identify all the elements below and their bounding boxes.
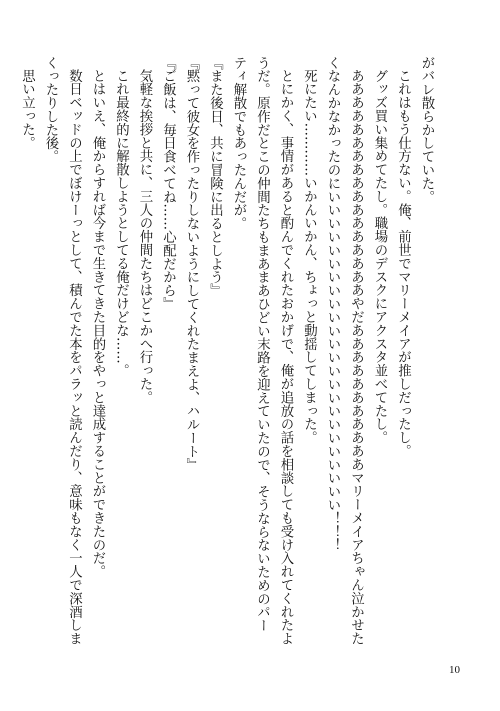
- text-line: くなんかなかったのにいいいいいいいいいいいいいいいいいいいいいいいい！！！: [325, 56, 340, 552]
- text-line: ティ解散でもあったんだが。: [231, 56, 246, 231]
- text-line: 思い立った。: [19, 69, 35, 150]
- text-line: うだ。原作だとこの仲間たちもまあまあひどい末路を迎えていたので、そうならないためのパー: [254, 56, 270, 633]
- text-line: くったりした後。: [43, 56, 58, 164]
- text-line: これ最終的に解散しようとしてる俺だけどな……。: [113, 69, 129, 378]
- text-line: 数日ベッドの上でぼけーっとして、積んでた本をパラッと読んだり、意味もなく一人で深酒しま: [66, 69, 82, 646]
- page-number: 10: [449, 664, 460, 676]
- dialogue-line: 『黙って彼女を作ったりしないようにしてくれたまえよ、ハルート』: [184, 56, 199, 472]
- text-line: 気軽な挨拶と共に、三人の仲間たちはどこかへ行った。: [137, 69, 152, 405]
- text-line: とはいえ、俺からすれば今まで生きてきた目的をやっと達成することができたのだ。: [90, 69, 105, 579]
- text-line: あああああああああああああああああやだあああああああああああマリーメイアちゃん泣かせた: [348, 69, 364, 646]
- text-line: これはもう仕方ない。俺、前世でマリーメイアが推しだったし。: [395, 69, 411, 458]
- vertical-text-body: [19, 56, 438, 656]
- text-line: がバレ散らかしていた。: [419, 56, 434, 204]
- dialogue-line: 『また後日、共に冒険に出るとしよう』: [207, 56, 223, 298]
- dialogue-line: 『ご飯は、毎日食べてね……心配だから』: [160, 56, 176, 311]
- text-line: グッズ買い集めてたし。職場のデスクにアクスタ並べてたし。: [372, 69, 387, 445]
- text-line: とにかく、事情があると酌んでくれたおかげで、俺が追放の話を相談しても受け入れてくれたよ: [278, 69, 293, 646]
- text-line: 死にたい…………いかんいかん、ちょっと動揺してしまった。: [301, 69, 317, 445]
